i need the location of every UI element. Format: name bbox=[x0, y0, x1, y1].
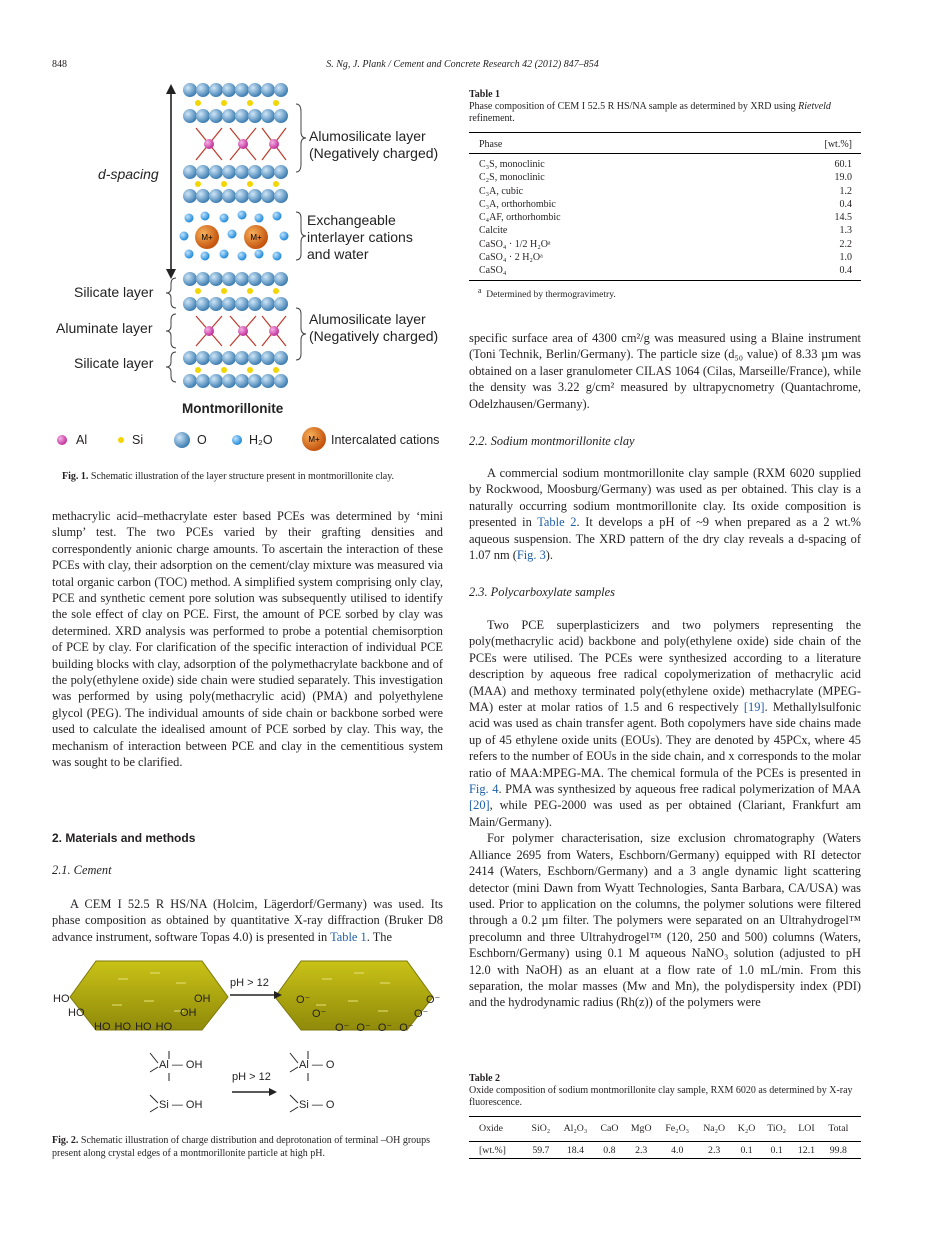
label-montmorillonite: Montmorillonite bbox=[182, 401, 284, 416]
table-row: C₂S, monoclinic 19.0 bbox=[479, 172, 852, 184]
table-row: C₃S, monoclinic 60.1 bbox=[479, 159, 852, 170]
label-aluminate-layer: Aluminate layer bbox=[56, 320, 153, 336]
legend-cation-symbol: M+ bbox=[308, 435, 320, 444]
legend-o: O bbox=[197, 433, 207, 447]
label-alumosilicate-top: Alumosilicate layer (Negatively charged) bbox=[309, 128, 439, 161]
right-o-2: O⁻ bbox=[426, 994, 441, 1006]
right-o-3: O⁻ bbox=[312, 1008, 327, 1020]
cation-1-label: M+ bbox=[201, 233, 213, 242]
label-exchangeable: Exchangeable interlayer cations and water bbox=[307, 212, 413, 262]
legend-h2o-dot bbox=[232, 435, 242, 445]
table2 bbox=[469, 1119, 861, 1159]
running-title: S. Ng, J. Plank / Cement and Concrete Research 42 (2012) 847–854 bbox=[326, 59, 599, 70]
ph-label-top: pH > 12 bbox=[230, 977, 269, 989]
right-o-bottom: O⁻ O⁻ O⁻ O⁻ bbox=[335, 1022, 414, 1034]
label-alumosilicate-bottom: Alumosilicate layer (Negatively charged) bbox=[309, 311, 439, 344]
table2-heading: Table 2 Oxide composition of sodium montmorillonite clay sample, RXM 6020 as determined by X-ray fluorescence. bbox=[469, 1073, 853, 1108]
table-row: C₃A, orthorhombic 0.4 bbox=[479, 198, 852, 210]
ph-label-bottom: pH > 12 bbox=[232, 1071, 271, 1083]
left-oh-3: HO bbox=[68, 1007, 85, 1019]
figure-1 bbox=[52, 78, 447, 458]
legend-al: Al bbox=[76, 433, 88, 447]
subsection-2-1: 2.1. Cement bbox=[52, 863, 112, 877]
table1-body bbox=[479, 158, 852, 278]
legend-si: Si bbox=[132, 433, 144, 447]
left-oh-1: HO bbox=[53, 993, 70, 1005]
cation-2-label: M+ bbox=[250, 233, 262, 242]
table-row: C₃A, cubic 1.2 bbox=[479, 185, 852, 197]
left-oh-2: OH bbox=[194, 993, 211, 1005]
table-row: CaSO₄ 0.4 bbox=[479, 265, 852, 277]
table-row: C₄AF, orthorhombic 14.5 bbox=[479, 212, 852, 224]
top-clay-layer bbox=[183, 83, 288, 203]
table-row: CaSO₄ · 2 H₂Oᵃ 1.0 bbox=[479, 252, 852, 264]
interlayer-water-cations bbox=[180, 211, 289, 261]
legend-h2o: H₂O bbox=[249, 433, 273, 447]
fig1-caption: Fig. 1. Schematic illustration of the layer structure present in montmorillonite clay. bbox=[62, 471, 395, 482]
subsection-2-3: 2.3. Polycarboxylate samples bbox=[469, 585, 615, 599]
fig4-link[interactable]: Fig. 4 bbox=[469, 782, 499, 797]
fig3-link[interactable]: Fig. 3 bbox=[516, 548, 546, 563]
si-oh-label: Si — OH bbox=[159, 1099, 203, 1111]
label-silicate-layer-2: Silicate layer bbox=[74, 355, 154, 371]
left-oh-bottom: HO HO HO HO bbox=[94, 1021, 173, 1033]
table2-header-row: Oxide SiO₂ Al₂O₃ CaO MgO Fe₂O₃ Na₂O K₂O TiO₂ LOI Total bbox=[479, 1122, 849, 1134]
ref-20-link[interactable]: [20] bbox=[469, 798, 490, 813]
table2-data-row: [wt.%] 59.7 18.4 0.8 2.3 4.0 2.3 0.1 0.1 12.1 99.8 bbox=[479, 1144, 847, 1156]
legend-si-dot bbox=[118, 437, 124, 443]
fig2-caption: Fig. 2. Schematic illustration of charge distribution and deprotonation of terminal –OH groups present along crystal edges of a montmorillonite particle at high pH. bbox=[52, 1135, 431, 1159]
left-para-1: methacrylic acid–methacrylate ester based PCEs was determined by ‘mini slump’ test. The two PCEs varied by their grafting densities and correspondently anionic charge amounts. To ascertain the interaction of these PCEs with clay, their adsorption on the cement/clay mixture was measured via total organic carbon (TOC) method. A simplified system comprising only clay, PCE and synthetic cement pore solution was subsequently utilised to identify the sole effect of clay on PCE. First, the amount of PCE sorbed by clay was determined. XRD analysis was performed to probe a potential chemisorption of PCE by clay. For clarification of the specific interaction of individual PCE building blocks with clay, adsorption of the polymethacrylate backbone and of the poly(ethylene oxide) side chain were studied separately. This investigation was performed by using poly(methacrylic acid) (PMA) and polyethylene glycol (PEG). The individual amounts of side chain or backbone sorbed were used to calculate the idealised amount of PCE sorbed by clay. This way, the mechanism of interaction between PCE and clay in the cementitious system was sought to be clarified. bbox=[52, 509, 443, 770]
left-para-2: A CEM I 52.5 R HS/NA (Holcim, Lägerdorf/Germany) was used. Its phase composition as obtained by quantitative X-ray diffraction (Bruker D8 advance instrument, software Topas 4.0) is presented in Table 1. The bbox=[52, 897, 443, 944]
si-o-label: Si — O bbox=[299, 1099, 335, 1111]
legend-o-dot bbox=[174, 432, 190, 448]
table-row: Calcite 1.3 bbox=[479, 225, 852, 237]
legend-cations: Intercalated cations bbox=[331, 433, 440, 447]
table1-footnote: $^a$ Determined by thermogravimetry. bbox=[478, 286, 616, 301]
al-o-label: Al — O bbox=[299, 1059, 335, 1071]
right-para-1: specific surface area of 4300 cm²/g was measured using a Blaine instrument (Toni Technik, Berlin/Germany). The particle size (d₅₀ value) of 8.33 µm was obtained on a laser granulometer CILAS 1064 (Cilas, Marseille/France), while the density was 3.22 g/cm² measured by ultrapycnometry (Quantachrome, Odelzhausen/Germany). bbox=[469, 331, 861, 411]
page-number: 848 bbox=[52, 59, 67, 70]
right-o-4: O⁻ bbox=[414, 1008, 429, 1020]
table1-heading: Table 1 Phase composition of CEM I 52.5 R HS/NA sample as determined by XRD using Rietveld refinement. bbox=[469, 89, 831, 124]
right-para-3: Two PCE superplasticizers and two polymers representing the poly(methacrylic acid) backbone and poly(ethylene oxide) side chain of the PCEs were utilised. The PCEs were synthesized according to a literature description by aqueous free radical copolymerization of methacrylic acid (MAA) and methoxy terminated poly(ethylene oxide) methacrylate (MPEG-MA) ester at molar ratios of 1.5 and 6 respectively [19]. Methallylsulfonic acid was used as chain transfer agent. Both copolymers have side chains made up of 45 ethylene oxide units (EOUs). They are denoted by 45PCx, where 45 refers to the number of EOUs in the side chain, and x corresponds to the molar ratio of MAA:MPEG-MA. The chemical formula of the PCEs is presented in Fig. 4. PMA was synthesized by aqueous free radical polymerization of MAA [20], while PEG-2000 was used as per obtained (Clariant, Frankfurt am Main/Germany). For polymer characterisation, size exclusion chromatography (Waters Alliance 2695 from Waters, Eschborn/Germany) equipped with RI detector 2414 (Waters, Eschborn/Germany) and a 3 angle dynamic light scattering detector (mini Dawn from Wyatt Technologies, Santa Barbara, CA/USA) was used. Prior to application on the columns, the polymer solutions were filtered through a 0.2 µm filter. The polymers were separated on an Ultrahydrogel™ precolumn and three Ultrahydrogel™ (120, 250 and 500) columns (Waters, Eschborn/Germany) using 0.1 M aqueous NaNO₃ solution (adjusted to pH 12.0 with NaOH) as an eluant at a flow rate of 1.0 mL/min. From this separation, the molar masses (Mw and Mn), the polydispersity index (PDI) and the hydrodynamic radius (Rh(z)) of the polymers were bbox=[469, 618, 861, 1010]
table1-link[interactable]: Table 1 bbox=[330, 929, 367, 944]
label-d-spacing: d-spacing bbox=[98, 166, 159, 182]
label-silicate-layer-1: Silicate layer bbox=[74, 284, 154, 300]
left-oh-4: OH bbox=[180, 1007, 197, 1019]
figure-2 bbox=[52, 955, 447, 1125]
subsection-2-2: 2.2. Sodium montmorillonite clay bbox=[469, 434, 635, 448]
table1-col-wt: [wt.%] bbox=[824, 139, 852, 150]
bottom-clay-layer bbox=[183, 272, 288, 388]
right-o-1: O⁻ bbox=[296, 994, 311, 1006]
table-row: CaSO₄ · 1/2 H₂Oᵃ 2.2 bbox=[479, 238, 852, 250]
ref-19-link[interactable]: [19] bbox=[743, 700, 765, 715]
al-oh-label: Al — OH bbox=[159, 1059, 203, 1071]
section-2-heading: 2. Materials and methods bbox=[52, 831, 196, 845]
right-para-2: A commercial sodium montmorillonite clay sample (RXM 6020 supplied by Rockwood, Moosburg/Germany) was used as per obtained. This clay is a naturally occurring sodium montmorillonite clay. Its oxide composition is presented in Table 2. It develops a pH of ~9 when prepared as a 2 wt.% aqueous suspension. The XRD pattern of the dry clay reveals a d-spacing of 1.07 nm (Fig. 3). bbox=[469, 466, 861, 563]
table1-col-phase: Phase bbox=[479, 139, 503, 150]
legend-al-dot bbox=[57, 435, 67, 445]
table2-link[interactable]: Table 2 bbox=[537, 515, 577, 530]
